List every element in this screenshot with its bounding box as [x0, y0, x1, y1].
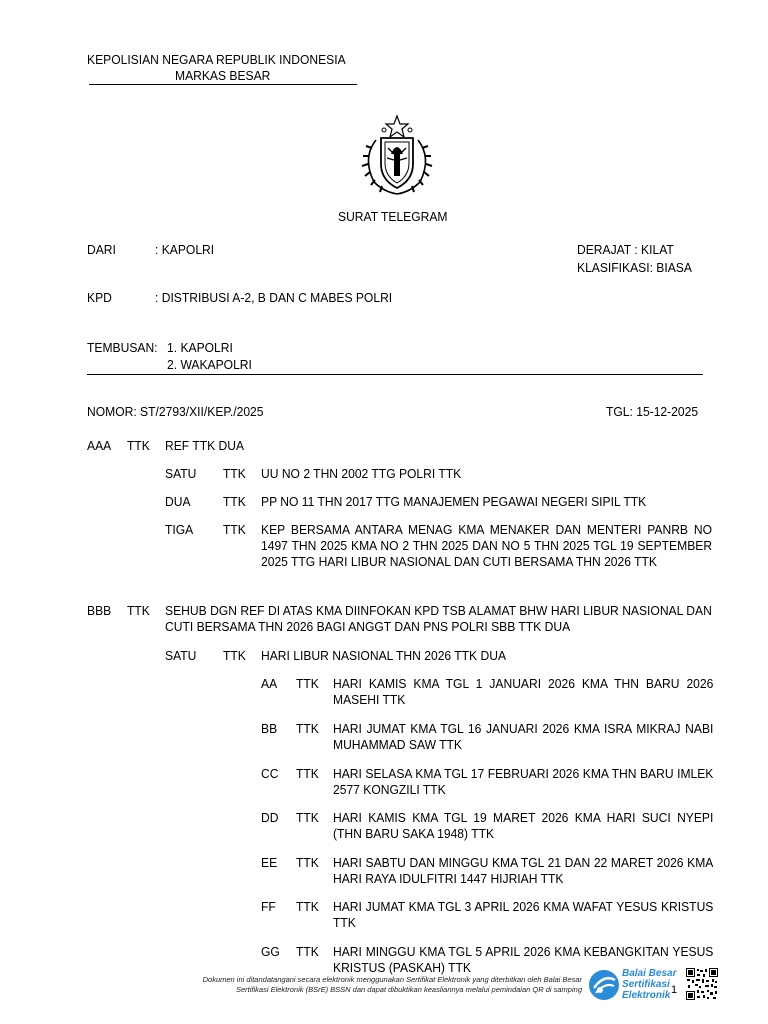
tembusan-item: 2. WAKAPOLRI: [167, 357, 252, 372]
nomor-surat: NOMOR: ST/2793/XII/KEP./2025: [87, 404, 264, 419]
holiday-code: FF: [261, 899, 276, 914]
holiday-text: HARI JUMAT KMA TGL 3 APRIL 2026 KMA WAFAT YESUS KRISTUS TTK: [333, 899, 714, 930]
bsre-logo-icon: [587, 968, 621, 1002]
section-code: BBB: [87, 603, 112, 618]
holiday-ttk: TTK: [296, 810, 319, 825]
holiday-code: DD: [261, 810, 279, 825]
bsre-label-line: Sertifikasi: [622, 979, 670, 990]
dari-label: DARI: [87, 242, 116, 257]
bsre-label-line: Elektronik: [622, 990, 671, 1001]
sub-number: SATU: [165, 648, 197, 663]
sub-text: HARI LIBUR NASIONAL THN 2026 TTK DUA: [261, 648, 507, 663]
tembusan-item: 1. KAPOLRI: [167, 340, 233, 355]
klasifikasi: KLASIFIKASI: BIASA: [577, 260, 692, 275]
ref-number: TIGA: [165, 522, 194, 537]
holiday-text: HARI KAMIS KMA TGL 1 JANUARI 2026 KMA THN BARU 2026 MASEHI TTK: [333, 676, 714, 707]
tembusan-label: TEMBUSAN:: [87, 340, 158, 355]
unit-name: MARKAS BESAR: [175, 68, 271, 83]
holiday-ttk: TTK: [296, 766, 319, 781]
section-ttk: TTK: [127, 603, 150, 618]
e-signature-note: [120, 975, 582, 995]
dari-value: : KAPOLRI: [155, 242, 215, 257]
kpd-value: : DISTRIBUSI A-2, B DAN C MABES POLRI: [155, 290, 393, 305]
holiday-code: BB: [261, 721, 278, 736]
ref-text: KEP BERSAMA ANTARA MENAG KMA MENAKER DAN MENTERI PANRB NO 1497 THN 2025 KMA NO 2 THN 2025 DAN NO 5 THN 2025 TGL 19 SEPTEMBER 2025 TTG HARI LIBUR NASIONAL DAN CUTI BERSAMA THN 2026 TTK: [261, 522, 713, 569]
derajat: DERAJAT : KILAT: [577, 242, 674, 257]
holiday-text: HARI SABTU DAN MINGGU KMA TGL 21 DAN 22 MARET 2026 KMA HARI RAYA IDULFITRI 1447 HIJRIAH TTK: [333, 855, 714, 886]
polri-emblem-icon: [354, 114, 440, 198]
section-code: AAA: [87, 438, 112, 453]
holiday-code: EE: [261, 855, 278, 870]
ref-number: DUA: [165, 494, 191, 509]
qr-code-icon: [686, 968, 718, 1000]
section-ttk: TTK: [127, 438, 150, 453]
ref-text: UU NO 2 THN 2002 TTG POLRI TTK: [261, 466, 462, 481]
page-number: 1: [671, 984, 678, 996]
sub-ttk: TTK: [223, 648, 246, 663]
holiday-text: HARI KAMIS KMA TGL 19 MARET 2026 KMA HARI SUCI NYEPI (THN BARU SAKA 1948) TTK: [333, 810, 714, 841]
ref-ttk: TTK: [223, 494, 246, 509]
holiday-code: GG: [261, 944, 280, 959]
ref-number: SATU: [165, 466, 197, 481]
holiday-code: CC: [261, 766, 279, 781]
bsre-label-line: Balai Besar: [622, 968, 677, 979]
ref-ttk: TTK: [223, 466, 246, 481]
ref-text: PP NO 11 THN 2017 TTG MANAJEMEN PEGAWAI NEGERI SIPIL TTK: [261, 494, 647, 509]
holiday-ttk: TTK: [296, 944, 319, 959]
tanggal-surat: TGL: 15-12-2025: [606, 404, 699, 419]
kpd-label: KPD: [87, 290, 112, 305]
holiday-code: AA: [261, 676, 278, 691]
e-signature-line: Sertifikasi Elektronik (BSrE) BSSN dan dapat dibuktikan keasliannya melalui pemindaian QR di samping: [235, 985, 582, 994]
holiday-ttk: TTK: [296, 721, 319, 736]
e-signature-line: Dokumen ini ditandatangani secara elektronik menggunakan Sertifikat Elektronik yang diterbitkan oleh Balai Besar: [202, 975, 582, 984]
institution-name: KEPOLISIAN NEGARA REPUBLIK INDONESIA: [87, 52, 346, 67]
bsre-label: [622, 968, 676, 1001]
holiday-ttk: TTK: [296, 899, 319, 914]
ref-ttk: TTK: [223, 522, 246, 537]
meta-divider: [87, 374, 703, 375]
header-underline: [89, 84, 357, 85]
holiday-text: HARI MINGGU KMA TGL 5 APRIL 2026 KMA KEBANGKITAN YESUS KRISTUS (PASKAH) TTK: [333, 944, 714, 975]
section-text: SEHUB DGN REF DI ATAS KMA DIINFOKAN KPD TSB ALAMAT BHW HARI LIBUR NASIONAL DAN CUTI BERSAMA THN 2026 BAGI ANGGT DAN PNS POLRI SBB TTK DUA: [165, 603, 712, 634]
section-text: REF TTK DUA: [165, 438, 245, 453]
holiday-ttk: TTK: [296, 855, 319, 870]
document-title: SURAT TELEGRAM: [338, 209, 448, 224]
holiday-ttk: TTK: [296, 676, 319, 691]
holiday-text: HARI JUMAT KMA TGL 16 JANUARI 2026 KMA ISRA MIKRAJ NABI MUHAMMAD SAW TTK: [333, 721, 714, 752]
holiday-text: HARI SELASA KMA TGL 17 FEBRUARI 2026 KMA THN BARU IMLEK 2577 KONGZILI TTK: [333, 766, 714, 797]
